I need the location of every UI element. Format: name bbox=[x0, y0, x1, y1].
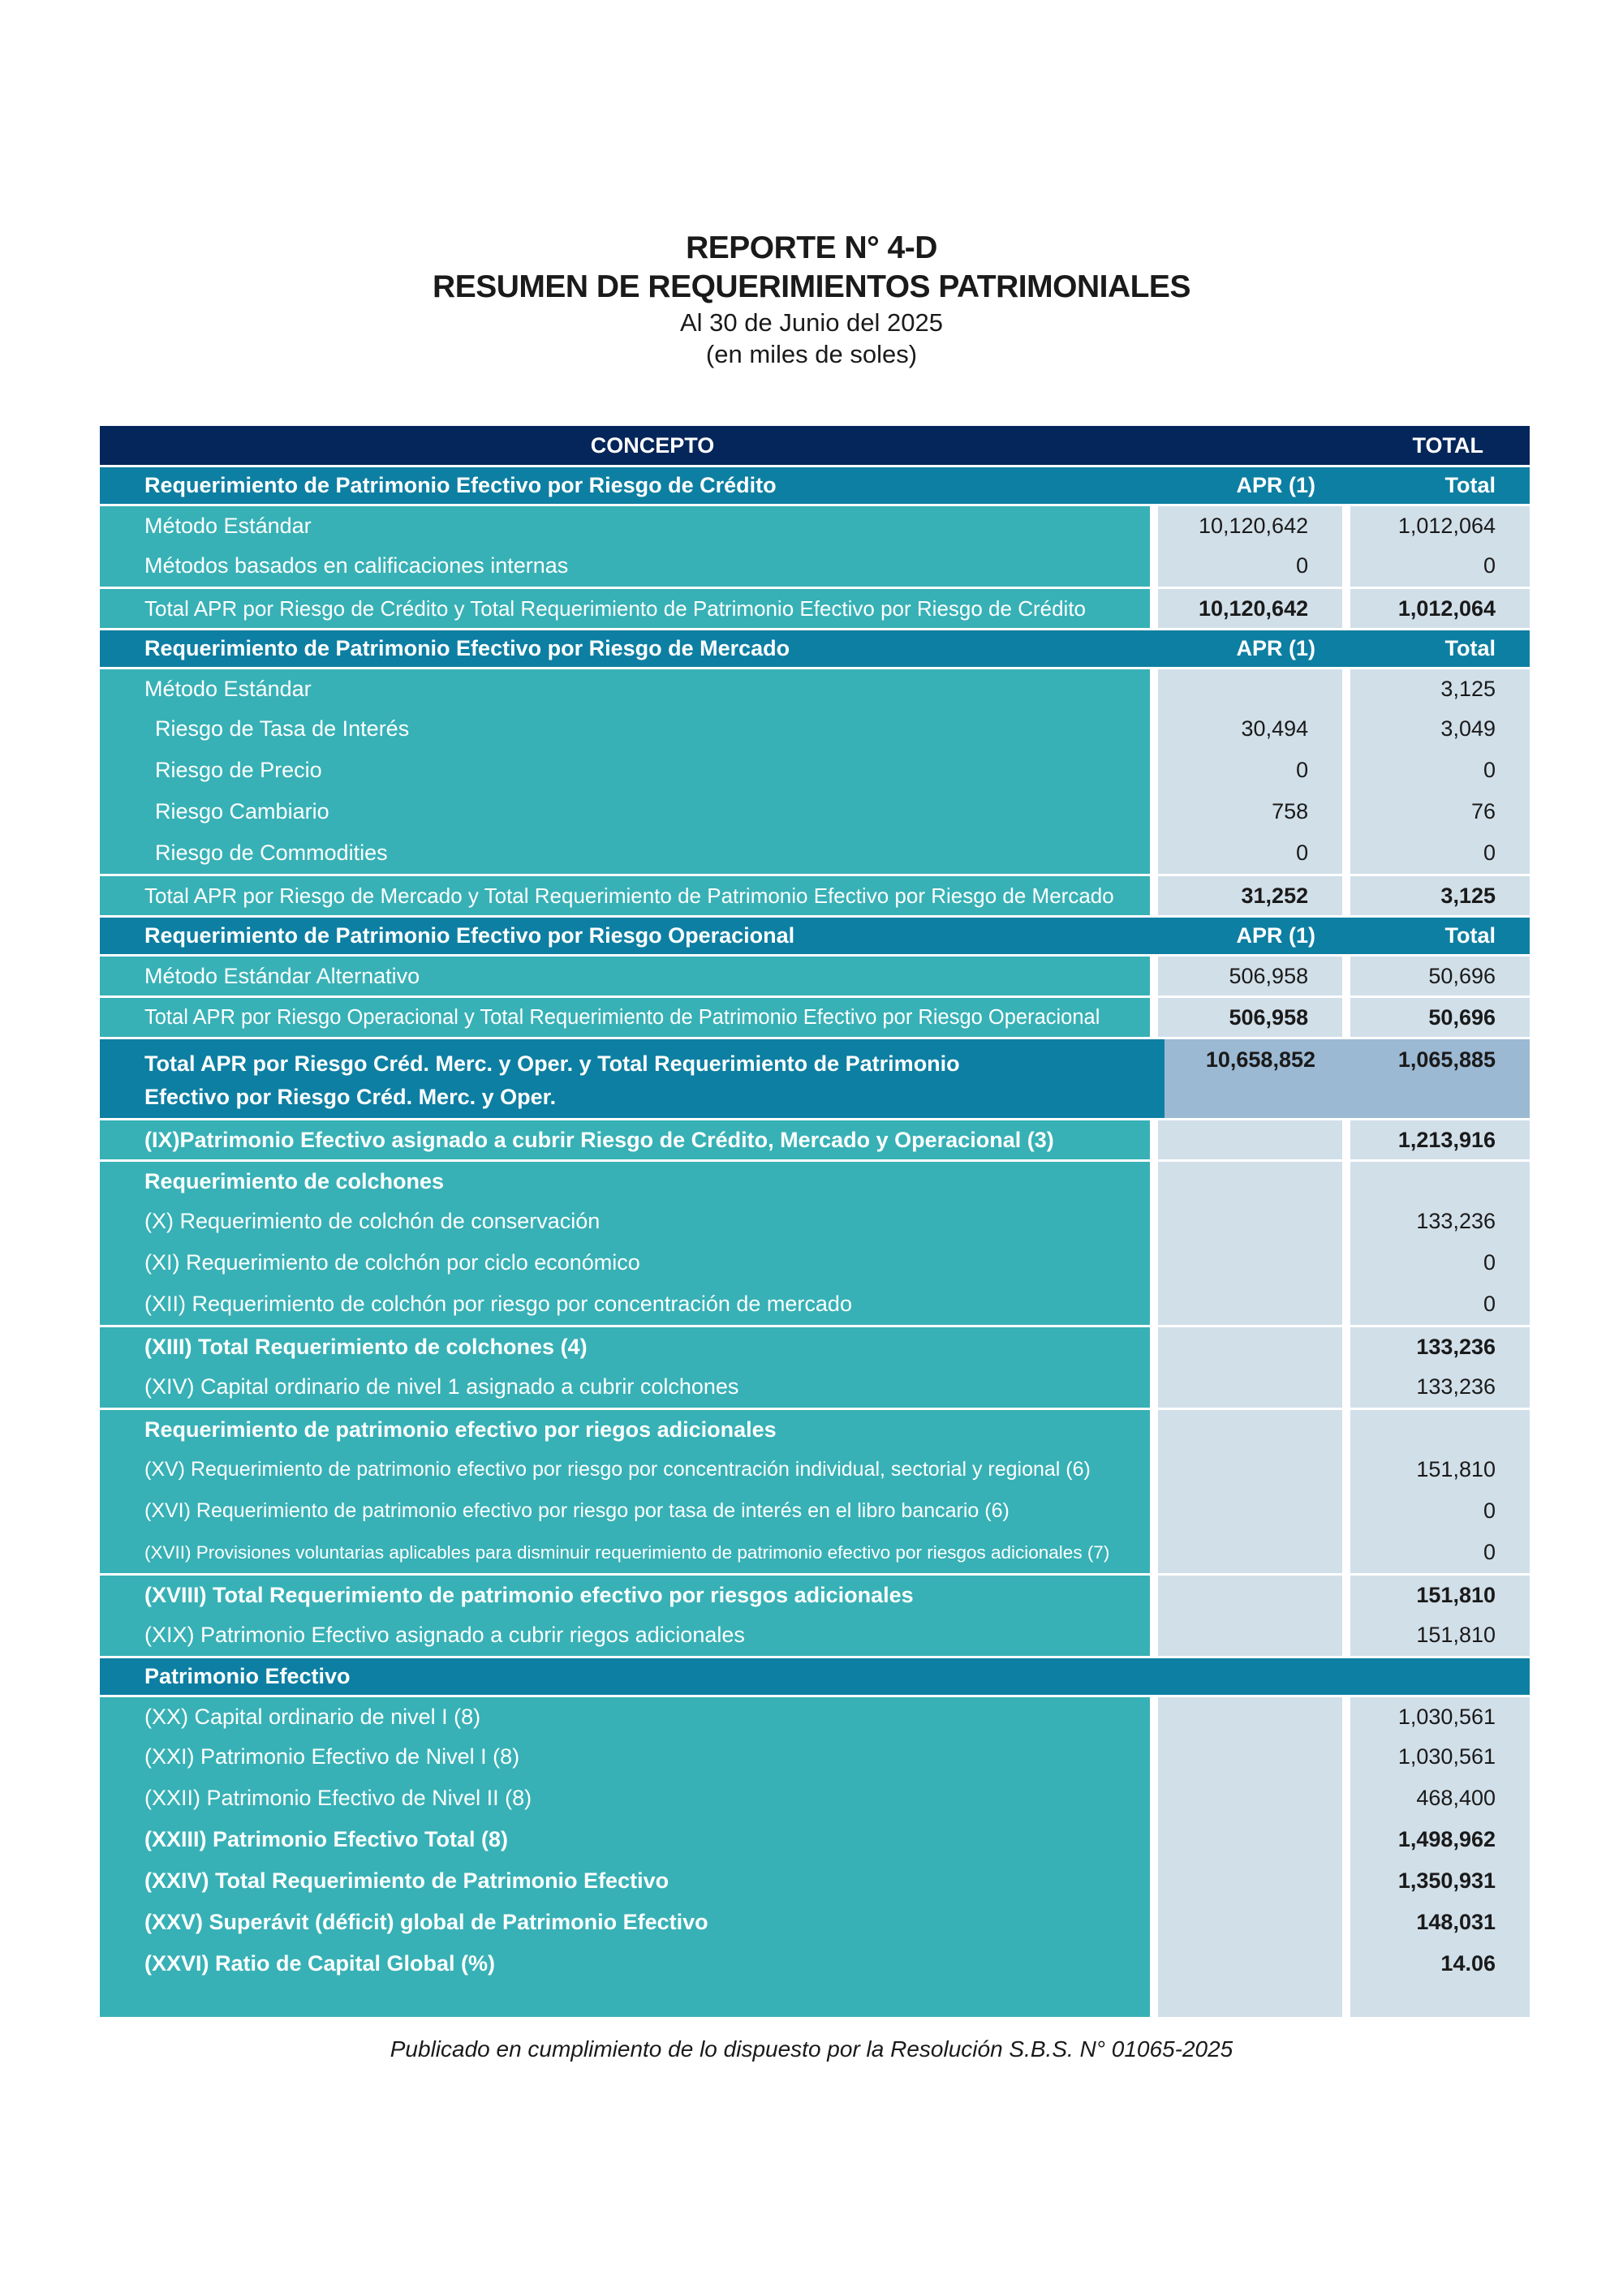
section-total-row bbox=[100, 874, 1530, 915]
section-title: Patrimonio Efectivo bbox=[100, 1658, 1530, 1695]
table-row bbox=[100, 1490, 1530, 1532]
row-label: Método Estándar bbox=[100, 669, 1150, 708]
total-header: Total bbox=[1350, 630, 1530, 667]
row-total: 151,810 bbox=[1342, 1449, 1530, 1490]
table-row bbox=[100, 1532, 1530, 1573]
row-apr bbox=[1158, 1819, 1342, 1860]
grand-total-label bbox=[100, 1039, 1156, 1118]
section-header-mercado bbox=[100, 628, 1530, 667]
grand-total-label-line1: Total APR por Riesgo Créd. Merc. y Oper. y Total Requerimiento de Patrimonio bbox=[144, 1051, 960, 1076]
row-total: 0 bbox=[1342, 832, 1530, 874]
row-total: 0 bbox=[1342, 1242, 1530, 1283]
row-apr: 30,494 bbox=[1158, 708, 1342, 750]
row-total: 0 bbox=[1342, 1532, 1530, 1573]
row-apr: 10,120,642 bbox=[1158, 589, 1342, 628]
row-apr bbox=[1158, 1120, 1342, 1159]
total-header: Total bbox=[1350, 918, 1530, 954]
row-label: Requerimiento de patrimonio efectivo por riegos adicionales bbox=[100, 1410, 1150, 1449]
section-total-row bbox=[100, 995, 1530, 1037]
row-total: 1,213,916 bbox=[1342, 1120, 1530, 1159]
filler-cell bbox=[1342, 1984, 1530, 2017]
table-row bbox=[100, 1201, 1530, 1242]
row-label: Requerimiento de colchones bbox=[100, 1162, 1150, 1201]
row-apr bbox=[1158, 1615, 1342, 1656]
row-total: 133,236 bbox=[1342, 1327, 1530, 1366]
section-header-operacional bbox=[100, 915, 1530, 954]
row-total: 1,030,561 bbox=[1342, 1736, 1530, 1778]
row-label: (XXV) Superávit (déficit) global de Patrimonio Efectivo bbox=[100, 1902, 1150, 1943]
row-total: 14.06 bbox=[1342, 1943, 1530, 1984]
row-total: 468,400 bbox=[1342, 1778, 1530, 1819]
row-apr bbox=[1158, 1242, 1342, 1283]
table-row bbox=[100, 1615, 1530, 1656]
row-total: 0 bbox=[1342, 545, 1530, 587]
table-row bbox=[100, 1118, 1530, 1159]
row-apr bbox=[1158, 1366, 1342, 1408]
row-apr bbox=[1158, 1697, 1342, 1736]
table-row bbox=[100, 1943, 1530, 1984]
section-title: Requerimiento de Patrimonio Efectivo por Riesgo de Mercado bbox=[100, 630, 1156, 667]
row-total: 0 bbox=[1342, 1283, 1530, 1325]
report-subtitle: RESUMEN DE REQUERIMIENTOS PATRIMONIALES bbox=[433, 269, 1190, 304]
row-label: (XXI) Patrimonio Efectivo de Nivel I (8) bbox=[100, 1736, 1150, 1778]
table-row bbox=[100, 1573, 1530, 1615]
row-apr bbox=[1158, 669, 1342, 708]
row-apr bbox=[1158, 1532, 1342, 1573]
table-row bbox=[100, 1819, 1530, 1860]
row-label: Riesgo Cambiario bbox=[100, 791, 1150, 832]
row-label: Métodos basados en calificaciones internas bbox=[100, 545, 1150, 587]
row-total: 1,030,561 bbox=[1342, 1697, 1530, 1736]
row-total: 133,236 bbox=[1342, 1201, 1530, 1242]
row-label: (XVIII) Total Requerimiento de patrimonio efectivo por riesgos adicionales bbox=[100, 1576, 1150, 1615]
row-label: (XVII) Provisiones voluntarias aplicables para disminuir requerimiento de patrimonio efectivo por riesgos adicionales (7) bbox=[100, 1532, 1150, 1573]
section-header-patrimonio bbox=[100, 1656, 1530, 1695]
row-label: (XXII) Patrimonio Efectivo de Nivel II (8) bbox=[100, 1778, 1150, 1819]
row-apr bbox=[1158, 1327, 1342, 1366]
table-row bbox=[100, 1325, 1530, 1366]
apr-header: APR (1) bbox=[1165, 630, 1350, 667]
row-total: 0 bbox=[1342, 1490, 1530, 1532]
table-header-row bbox=[100, 426, 1530, 465]
row-label: (XV) Requerimiento de patrimonio efectivo por riesgo por concentración individual, sectorial y regional (6) bbox=[100, 1449, 1150, 1490]
row-total bbox=[1342, 1162, 1530, 1201]
row-label: (XVI) Requerimiento de patrimonio efectivo por riesgo por tasa de interés en el libro bancario (6) bbox=[100, 1490, 1150, 1532]
table-row bbox=[100, 1242, 1530, 1283]
table-filler-row bbox=[100, 1984, 1530, 2017]
table-row bbox=[100, 1366, 1530, 1408]
table-row bbox=[100, 1695, 1530, 1736]
row-label: Total APR por Riesgo de Mercado y Total Requerimiento de Patrimonio Efectivo por Riesgo de Mercado bbox=[100, 876, 1150, 915]
table-row bbox=[100, 1283, 1530, 1325]
header-concepto: CONCEPTO bbox=[590, 432, 715, 458]
table-row bbox=[100, 1736, 1530, 1778]
section-title: Requerimiento de Patrimonio Efectivo por Riesgo Operacional bbox=[100, 918, 1156, 954]
row-label: (XIII) Total Requerimiento de colchones (4) bbox=[100, 1327, 1150, 1366]
requirements-table bbox=[100, 426, 1530, 2017]
filler-cell bbox=[1158, 1984, 1342, 2017]
subsection-header-colchones bbox=[100, 1159, 1530, 1201]
row-total: 1,350,931 bbox=[1342, 1860, 1530, 1902]
row-apr: 0 bbox=[1158, 832, 1342, 874]
row-label: (XXVI) Ratio de Capital Global (%) bbox=[100, 1943, 1150, 1984]
row-apr: 0 bbox=[1158, 545, 1342, 587]
row-total: 3,049 bbox=[1342, 708, 1530, 750]
section-total-row bbox=[100, 587, 1530, 628]
row-total: 148,031 bbox=[1342, 1902, 1530, 1943]
row-total: 3,125 bbox=[1342, 669, 1530, 708]
section-title: Requerimiento de Patrimonio Efectivo por Riesgo de Crédito bbox=[100, 467, 1156, 504]
table-row bbox=[100, 708, 1530, 750]
row-total bbox=[1342, 1410, 1530, 1449]
apr-header: APR (1) bbox=[1165, 918, 1350, 954]
apr-header: APR (1) bbox=[1165, 467, 1350, 504]
row-apr bbox=[1158, 1778, 1342, 1819]
row-total: 151,810 bbox=[1342, 1615, 1530, 1656]
row-label: Total APR por Riesgo de Crédito y Total Requerimiento de Patrimonio Efectivo por Riesgo de Crédito bbox=[100, 589, 1150, 628]
filler-cell bbox=[100, 1984, 1150, 2017]
row-apr bbox=[1158, 1576, 1342, 1615]
row-apr: 0 bbox=[1158, 750, 1342, 791]
row-total: 50,696 bbox=[1342, 998, 1530, 1037]
row-total: 133,236 bbox=[1342, 1366, 1530, 1408]
row-label: (XIV) Capital ordinario de nivel 1 asignado a cubrir colchones bbox=[100, 1366, 1150, 1408]
row-apr: 31,252 bbox=[1158, 876, 1342, 915]
table-row bbox=[100, 1860, 1530, 1902]
subsection-header-adicionales bbox=[100, 1408, 1530, 1449]
row-label: (XXIII) Patrimonio Efectivo Total (8) bbox=[100, 1819, 1150, 1860]
row-apr bbox=[1158, 1943, 1342, 1984]
row-apr: 506,958 bbox=[1158, 957, 1342, 995]
report-units: (en miles de soles) bbox=[705, 340, 918, 368]
section-header-credito bbox=[100, 465, 1530, 504]
row-total: 76 bbox=[1342, 791, 1530, 832]
grand-total-total: 1,065,885 bbox=[1350, 1039, 1530, 1118]
row-apr bbox=[1158, 1283, 1342, 1325]
row-apr bbox=[1158, 1490, 1342, 1532]
table-row bbox=[100, 1902, 1530, 1943]
row-label: (XII) Requerimiento de colchón por riesgo por concentración de mercado bbox=[100, 1283, 1150, 1325]
grand-total-label-line2: Efectivo por Riesgo Créd. Merc. y Oper. bbox=[144, 1085, 557, 1109]
table-row bbox=[100, 1449, 1530, 1490]
row-label: Método Estándar Alternativo bbox=[100, 957, 1150, 995]
table-row bbox=[100, 667, 1530, 708]
table-row bbox=[100, 750, 1530, 791]
grand-total-row bbox=[100, 1037, 1530, 1118]
report-header bbox=[0, 229, 1623, 370]
row-total: 50,696 bbox=[1342, 957, 1530, 995]
row-apr bbox=[1158, 1449, 1342, 1490]
table-row bbox=[100, 791, 1530, 832]
row-apr bbox=[1158, 1201, 1342, 1242]
row-label: Total APR por Riesgo Operacional y Total Requerimiento de Patrimonio Efectivo por Riesgo Operacional bbox=[100, 998, 1150, 1037]
row-label: Método Estándar bbox=[100, 506, 1150, 545]
row-apr bbox=[1158, 1736, 1342, 1778]
row-apr bbox=[1158, 1860, 1342, 1902]
header-total: TOTAL bbox=[1412, 432, 1483, 458]
row-label: (XI) Requerimiento de colchón por ciclo económico bbox=[100, 1242, 1150, 1283]
row-label: Riesgo de Tasa de Interés bbox=[100, 708, 1150, 750]
table-row bbox=[100, 832, 1530, 874]
row-label: (X) Requerimiento de colchón de conservación bbox=[100, 1201, 1150, 1242]
table-row bbox=[100, 545, 1530, 587]
table-row bbox=[100, 504, 1530, 545]
row-apr: 10,120,642 bbox=[1158, 506, 1342, 545]
publication-note: Publicado en cumplimiento de lo dispuesto por la Resolución S.B.S. N° 01065-2025 bbox=[390, 2036, 1233, 2062]
row-total: 1,498,962 bbox=[1342, 1819, 1530, 1860]
row-label: (XIX) Patrimonio Efectivo asignado a cubrir riegos adicionales bbox=[100, 1615, 1150, 1656]
row-apr bbox=[1158, 1410, 1342, 1449]
row-total: 1,012,064 bbox=[1342, 589, 1530, 628]
row-apr bbox=[1158, 1162, 1342, 1201]
row-total: 3,125 bbox=[1342, 876, 1530, 915]
row-label: Riesgo de Precio bbox=[100, 750, 1150, 791]
row-label: (XXIV) Total Requerimiento de Patrimonio Efectivo bbox=[100, 1860, 1150, 1902]
total-header: Total bbox=[1350, 467, 1530, 504]
row-label: Riesgo de Commodities bbox=[100, 832, 1150, 874]
table-row bbox=[100, 954, 1530, 995]
report-title: REPORTE N° 4-D bbox=[686, 230, 937, 265]
row-total: 151,810 bbox=[1342, 1576, 1530, 1615]
row-apr: 506,958 bbox=[1158, 998, 1342, 1037]
row-total: 1,012,064 bbox=[1342, 506, 1530, 545]
row-label: (XX) Capital ordinario de nivel I (8) bbox=[100, 1697, 1150, 1736]
row-apr: 758 bbox=[1158, 791, 1342, 832]
table-row bbox=[100, 1778, 1530, 1819]
report-date: Al 30 de Junio del 2025 bbox=[679, 308, 944, 337]
row-apr bbox=[1158, 1902, 1342, 1943]
row-label: (IX)Patrimonio Efectivo asignado a cubrir Riesgo de Crédito, Mercado y Operacional (3) bbox=[100, 1120, 1150, 1159]
grand-total-apr: 10,658,852 bbox=[1156, 1039, 1350, 1118]
row-total: 0 bbox=[1342, 750, 1530, 791]
